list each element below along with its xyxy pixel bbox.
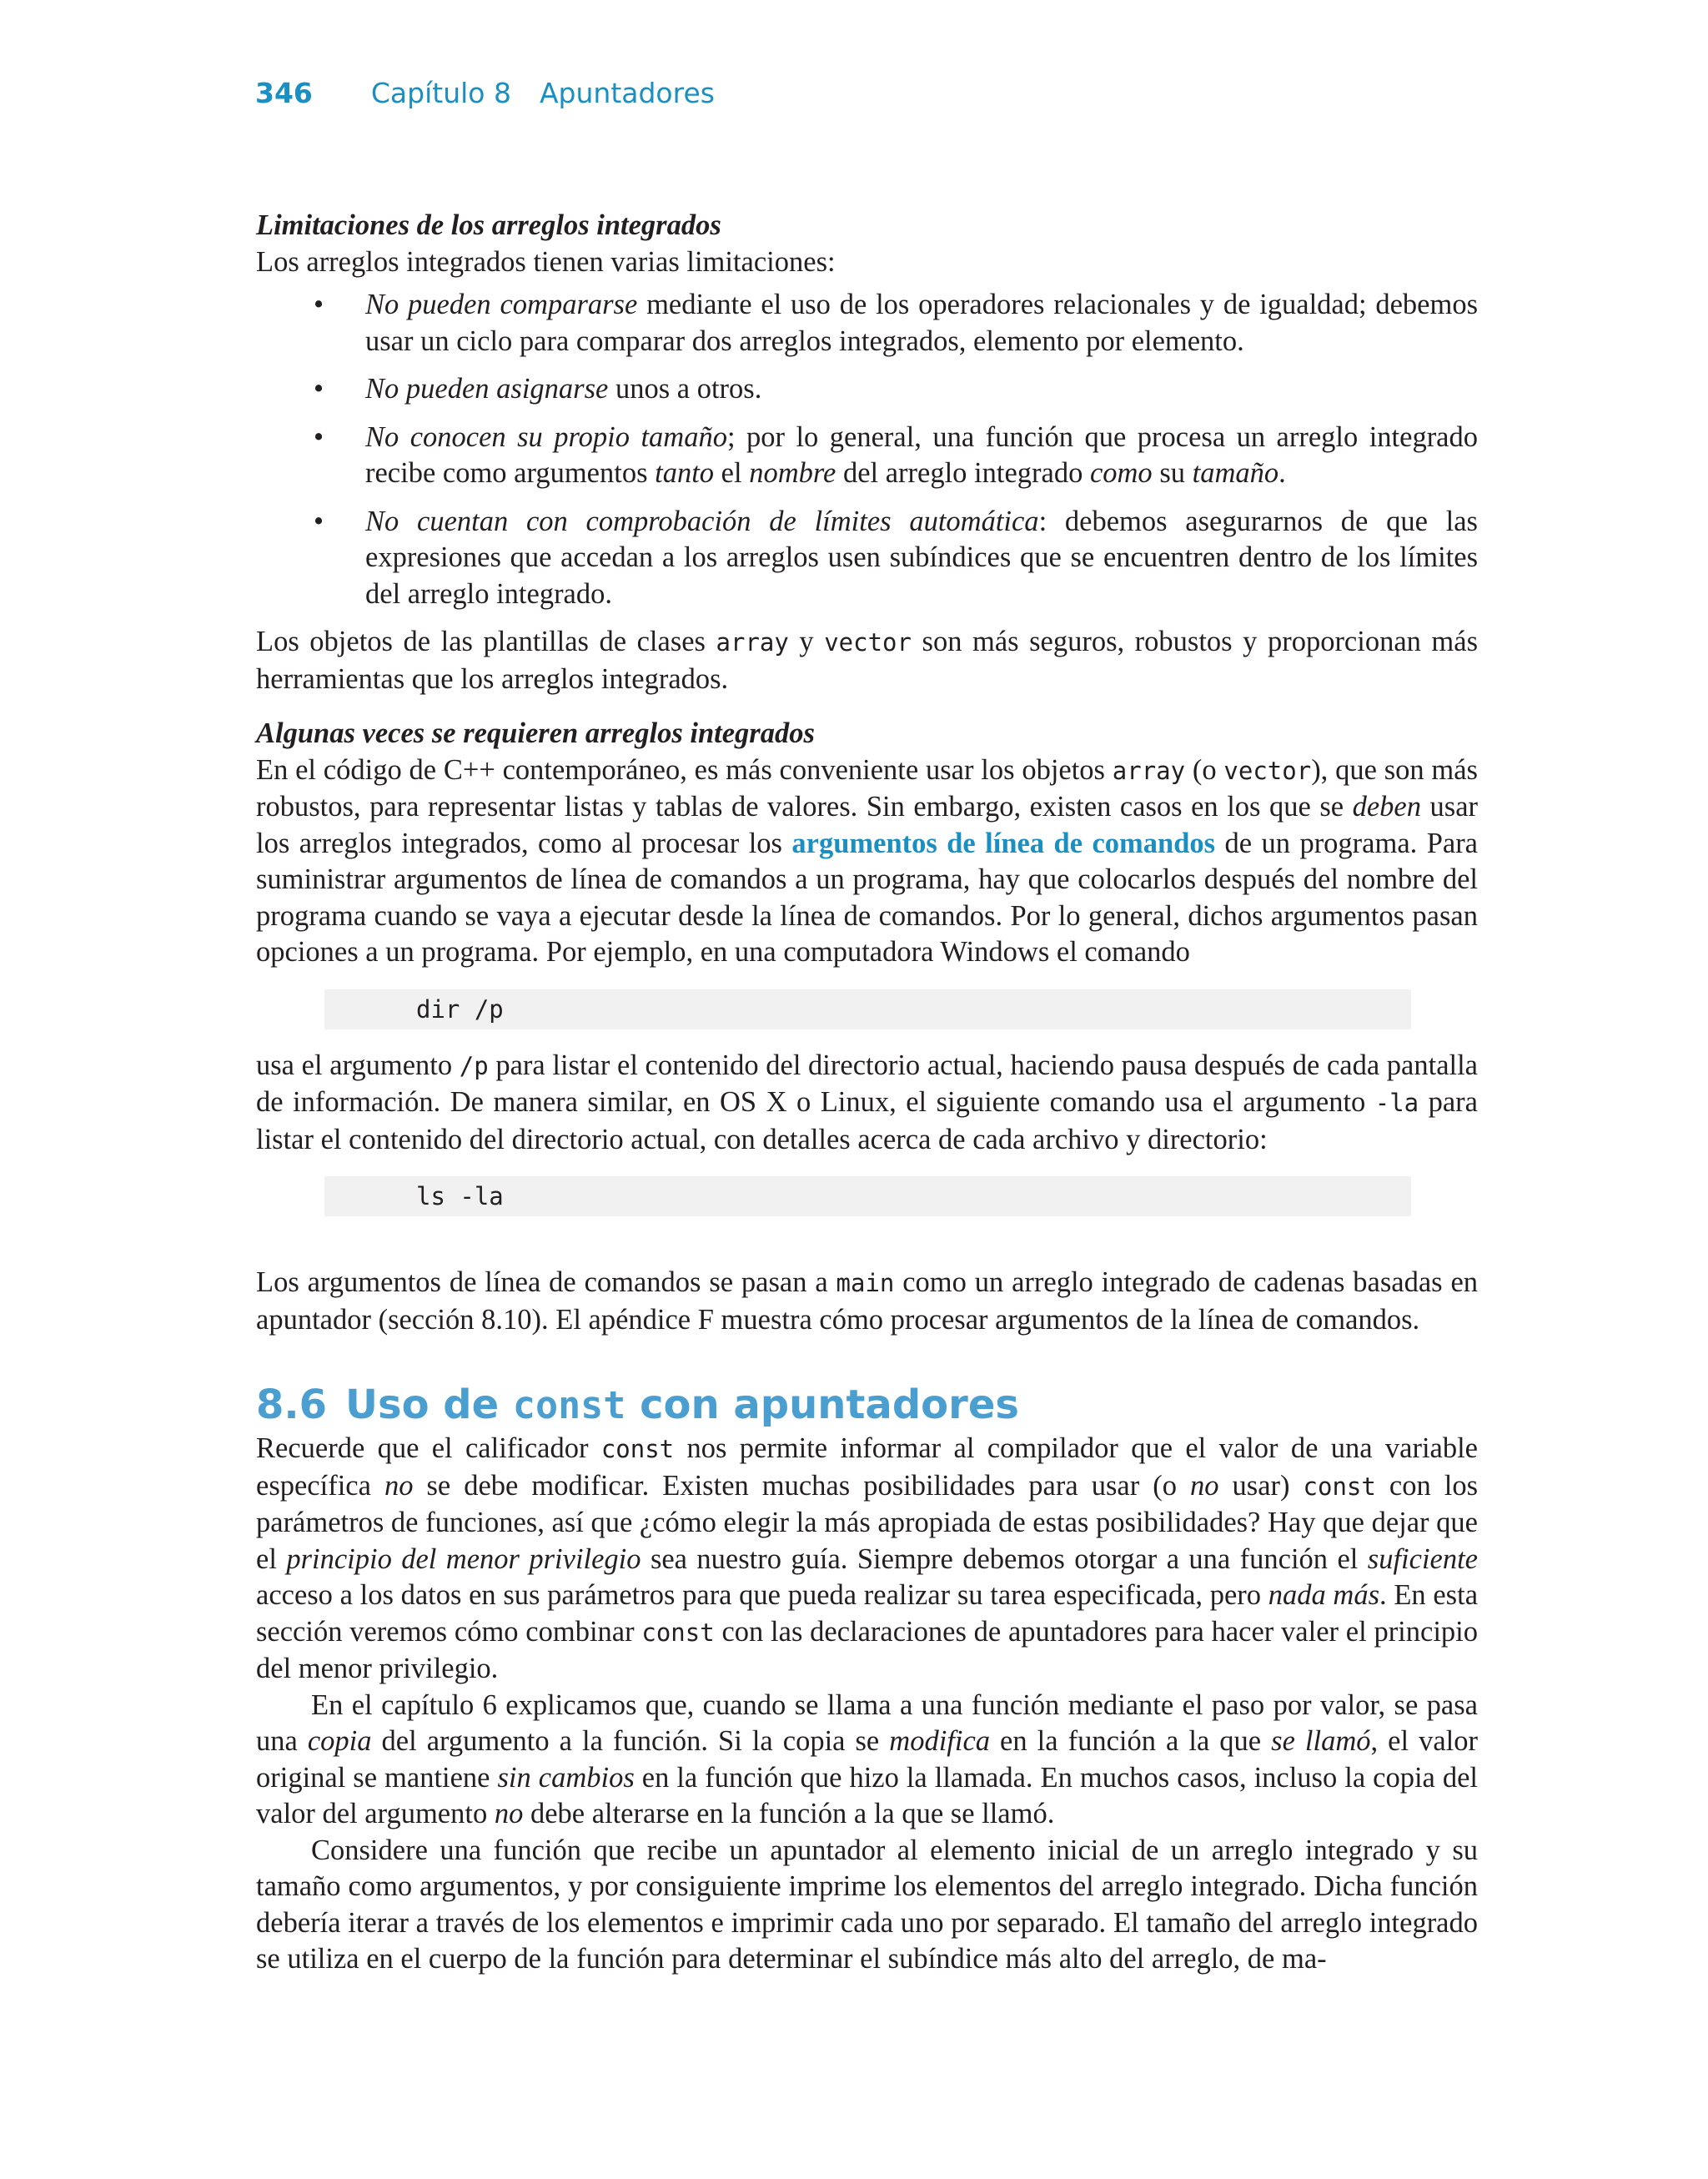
limitaciones-intro: Los arreglos integrados tienen varias limitaciones:	[256, 245, 836, 278]
list-item: • No conocen su propio tamaño; por lo general, una función que procesa un arreglo integrado recibe como argumentos tanto el nombre del arreglo integrado como su tamaño.	[365, 420, 1478, 492]
chapter-title: Apuntadores	[539, 77, 715, 109]
code-example-dir: dir /p	[324, 989, 1411, 1029]
list-item: • No pueden asignarse unos a otros.	[365, 371, 1478, 408]
section-title: 8.6 Uso de const con apuntadores	[256, 1381, 1019, 1428]
section-paragraph-3: Considere una función que recibe un apuntador al elemento inicial de un arreglo integrado y su tamaño como argumentos, y por consiguiente imprime los elementos del arreglo integrado. Dicha función debería iterar a través de los elementos e imprimir cada uno por separado. El tamaño del arreglo integrado se utiliza en el cuerpo de la función para determinar el subíndice más alto del arreglo, de ma-	[256, 1834, 1478, 1975]
key-term: argumentos de línea de comandos	[791, 827, 1216, 859]
running-head	[255, 77, 715, 109]
limitations-list	[256, 287, 1478, 612]
subheading-algunas: Algunas veces se requieren arreglos integrados	[256, 717, 815, 749]
section-number: 8.6	[256, 1381, 328, 1428]
list-item: • No pueden compararse mediante el uso de los operadores relacionales y de igualdad; debemos usar un ciclo para comparar dos arreglos integrados, elemento por elemento.	[365, 287, 1478, 360]
code-example-ls: ls -la	[324, 1176, 1411, 1216]
page-body	[256, 208, 1478, 1978]
subheading-limitaciones: Limitaciones de los arreglos integrados	[256, 209, 721, 241]
algunas-paragraph-3: Los argumentos de línea de comandos se pasan a main como un arreglo integrado de cadenas basadas en apuntador (sección 8.10). El apéndice F muestra cómo procesar argumentos de la línea de comandos.	[256, 1266, 1479, 1336]
limitaciones-closing: Los objetos de las plantillas de clases array y vector son más seguros, robustos y proporcionan más herramientas que los arreglos integrados.	[256, 626, 1479, 695]
list-item: • No cuentan con comprobación de límites automática: debemos asegurarnos de que las expresiones que accedan a los arreglos usen subíndices que se encuentren dentro de los límites del arreglo integrado.	[365, 504, 1478, 613]
algunas-paragraph-2: usa el argumento /p para listar el contenido del directorio actual, haciendo pausa después de cada pantalla de información. De manera similar, en OS X o Linux, el siguiente comando usa el argumento -la para listar el contenido del directorio actual, con detalles acerca de cada archivo y directorio:	[256, 1049, 1478, 1155]
page-number: 346	[255, 77, 313, 109]
section-paragraph-1: Recuerde que el calificador const nos permite informar al compilador que el valor de una variable específica no se debe modificar. Existen muchas posibilidades para usar (o no usar) const con los parámetros de funciones, así que ¿cómo elegir la más apropiada de estas posibilidades? Hay que dejar que el principio del menor privilegio sea nuestro guía. Siempre debemos otorgar a una función el suficiente acceso a los datos en sus parámetros para que pueda realizar su tarea especificada, pero nada más. En esta sección veremos cómo combinar const con las declaraciones de apuntadores para hacer valer el principio del menor privilegio.	[256, 1432, 1479, 1684]
chapter-label: Capítulo 8	[370, 77, 511, 109]
section-paragraph-2: En el capítulo 6 explicamos que, cuando se llama a una función mediante el paso por valor, se pasa una copia del argumento a la función. Si la copia se modifica en la función a la que se llamó, el valor original se mantiene sin cambios en la función que hizo la llamada. En muchos casos, incluso la copia del valor del argumento no debe alterarse en la función a la que se llamó.	[256, 1688, 1478, 1829]
algunas-paragraph-1: En el código de C++ contemporáneo, es más conveniente usar los objetos array (o vector), que son más robustos, para representar listas y tablas de valores. Sin embargo, existen casos en los que se deben usar los arreglos integrados, como al procesar los argumentos de línea de comandos de un programa. Para suministrar argumentos de línea de comandos a un programa, hay que colocarlos después del nombre del programa cuando se vaya a ejecutar desde la línea de comandos. Por lo general, dichos argumentos pasan opciones a un programa. Por ejemplo, en una computadora Windows el comando	[256, 753, 1478, 968]
